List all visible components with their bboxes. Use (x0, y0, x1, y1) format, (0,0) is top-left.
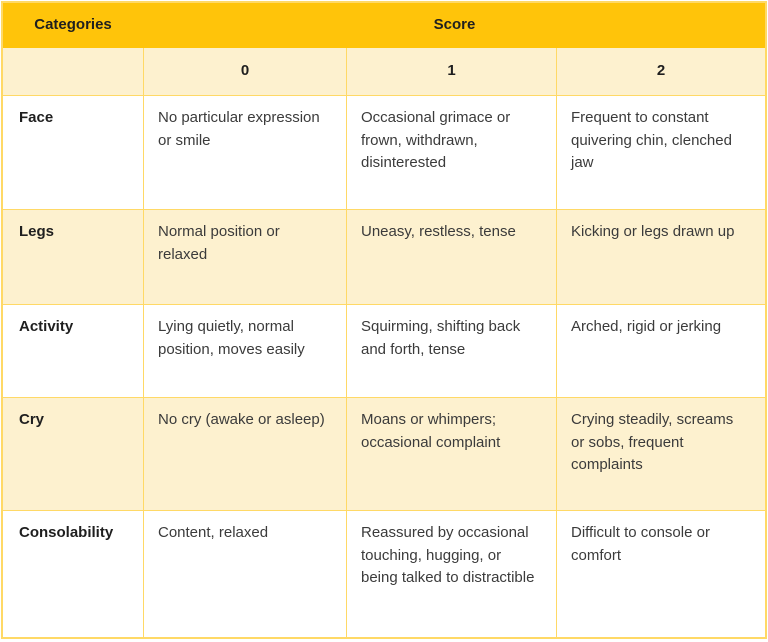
score-2-cell: Arched, rigid or jerking (557, 305, 765, 398)
score-0-cell: Lying quietly, normal position, moves easily (144, 305, 347, 398)
score-2-cell: Crying steadily, screams or sobs, frequent complaints (557, 398, 765, 511)
table-row-cry (3, 398, 765, 511)
score-2-cell: Frequent to constant quivering chin, clenched jaw (557, 96, 765, 210)
table-row-consolability (3, 511, 765, 637)
score-2-cell: Difficult to console or comfort (557, 511, 765, 637)
score-level-0: 0 (144, 48, 347, 96)
score-level-2: 2 (557, 48, 765, 96)
category-label: Activity (3, 305, 144, 398)
score-level-empty-cell (3, 48, 144, 96)
category-label: Consolability (3, 511, 144, 637)
score-1-cell: Uneasy, restless, tense (347, 210, 557, 305)
table-row-legs (3, 210, 765, 305)
category-label: Cry (3, 398, 144, 511)
category-label: Face (3, 96, 144, 210)
table-row-face (3, 96, 765, 210)
category-label: Legs (3, 210, 144, 305)
table-row-activity (3, 305, 765, 398)
score-1-cell: Occasional grimace or frown, withdrawn, disinterested (347, 96, 557, 210)
score-levels-row (3, 48, 765, 96)
score-0-cell: No cry (awake or asleep) (144, 398, 347, 511)
score-1-cell: Moans or whimpers; occasional complaint (347, 398, 557, 511)
categories-header: Categories (3, 3, 144, 48)
score-level-1: 1 (347, 48, 557, 96)
flacc-scale-table (1, 1, 767, 639)
score-0-cell: Normal position or relaxed (144, 210, 347, 305)
score-1-cell: Squirming, shifting back and forth, tense (347, 305, 557, 398)
score-2-cell: Kicking or legs drawn up (557, 210, 765, 305)
score-header: Score (144, 3, 765, 48)
score-0-cell: Content, relaxed (144, 511, 347, 637)
score-1-cell: Reassured by occasional touching, hugging, or being talked to distractible (347, 511, 557, 637)
table-header-row (3, 3, 765, 48)
score-0-cell: No particular expression or smile (144, 96, 347, 210)
